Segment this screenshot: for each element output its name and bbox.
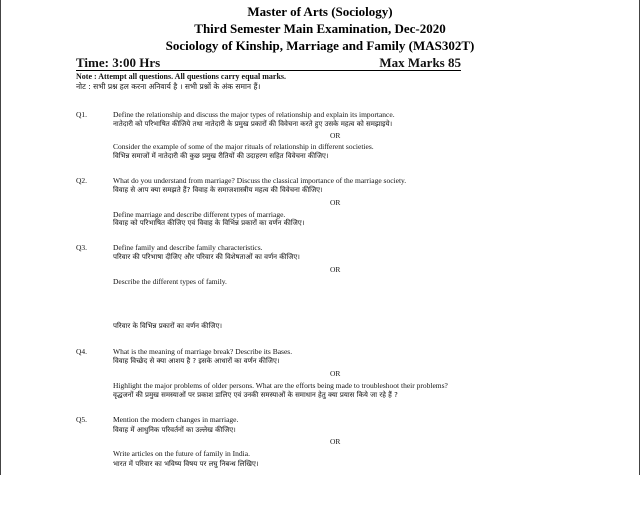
question-text: Define marriage and describe different types of marriage. — [113, 210, 286, 219]
or-separator: OR — [330, 265, 341, 274]
question-text-hindi: विवाह विच्छेद से क्या आशय है ? इसके आधारों का वर्णन कीजिए। — [113, 357, 280, 365]
question-text-hindi: वृद्धजनों की प्रमुख समस्याओं पर प्रकाश डालिए एवं उनकी समस्याओं के समाधान हेतु क्या प्रयास किये जा रहे हैं ? — [113, 391, 398, 399]
question-text: Define family and describe family characteristics. — [113, 243, 263, 252]
exam-title: Master of Arts (Sociology) — [247, 4, 393, 19]
question-text: Write articles on the future of family in India. — [113, 449, 250, 458]
question-text: Consider the example of some of the major rituals of relationship in different societies. — [113, 142, 374, 151]
question-text: Mention the modern changes in marriage. — [113, 415, 239, 424]
question-number: Q4. — [76, 347, 88, 356]
question-number: Q3. — [76, 243, 88, 252]
exam-name: Third Semester Main Examination, Dec-2020 — [194, 21, 446, 36]
question-text-hindi: परिवार की परिभाषा दीजिए और परिवार की विशेषताओं का वर्णन कीजिए। — [113, 253, 300, 261]
question-text: Define the relationship and discuss the major types of relationship and explain its importance. — [113, 110, 395, 119]
or-separator: OR — [330, 131, 341, 140]
question-text: What do you understand from marriage? Discuss the classical importance of the marriage society. — [113, 176, 407, 185]
max-marks: Max Marks 85 — [379, 55, 461, 70]
or-separator: OR — [330, 198, 341, 207]
question-text: Describe the different types of family. — [113, 277, 227, 286]
time-allowed: Time: 3:00 Hrs — [76, 55, 161, 70]
question-number: Q2. — [76, 176, 88, 185]
or-separator: OR — [330, 369, 341, 378]
or-separator: OR — [330, 437, 341, 446]
question-text: Highlight the major problems of older persons. What are the efforts being made to troubleshoot their problems? — [113, 381, 448, 390]
question-number: Q5. — [76, 415, 88, 424]
subject-title: Sociology of Kinship, Marriage and Family (MAS302T) — [165, 38, 475, 53]
question-text: What is the meaning of marriage break? Describe its Bases. — [113, 347, 293, 356]
question-text-hindi: विवाह को परिभाषित कीजिए एवं विवाह के विभिन्न प्रकारों का वर्णन कीजिए। — [113, 219, 305, 227]
note-hindi: नोट : सभी प्रश्न हल करना अनिवार्य है । सभी प्रश्नों के अंक समान हैं। — [76, 82, 261, 91]
page-border-left — [0, 0, 1, 475]
question-text-hindi: विभिन्न समाजों में नातेदारी की कुछ प्रमुख रीतियों की उदाहरण सहित विवेचना कीजिए। — [113, 152, 329, 160]
question-text-hindi: नातेदारी को परिभाषित कीजिये तथा नातेदारी के प्रमुख प्रकारों की विवेचना करते हुए उसके महत्व को समझाइये। — [113, 120, 393, 128]
question-text-hindi: भारत में परिवार का भविष्य विषय पर लघु निबन्ध लिखिए। — [113, 460, 259, 468]
header-rule — [76, 70, 461, 71]
question-text-hindi: परिवार के विभिन्न प्रकारों का वर्णन कीजिए। — [113, 322, 222, 330]
question-text-hindi: विवाह से आप क्या समझते हैं? विवाह के समाजशास्त्रीय महत्व की विवेचना कीजिए। — [113, 186, 323, 194]
question-text-hindi: विवाह में आधुनिक परिवर्तनों का उल्लेख कीजिए। — [113, 426, 236, 434]
note-english: Note : Attempt all questions. All questions carry equal marks. — [76, 72, 286, 81]
question-number: Q1. — [76, 110, 88, 119]
